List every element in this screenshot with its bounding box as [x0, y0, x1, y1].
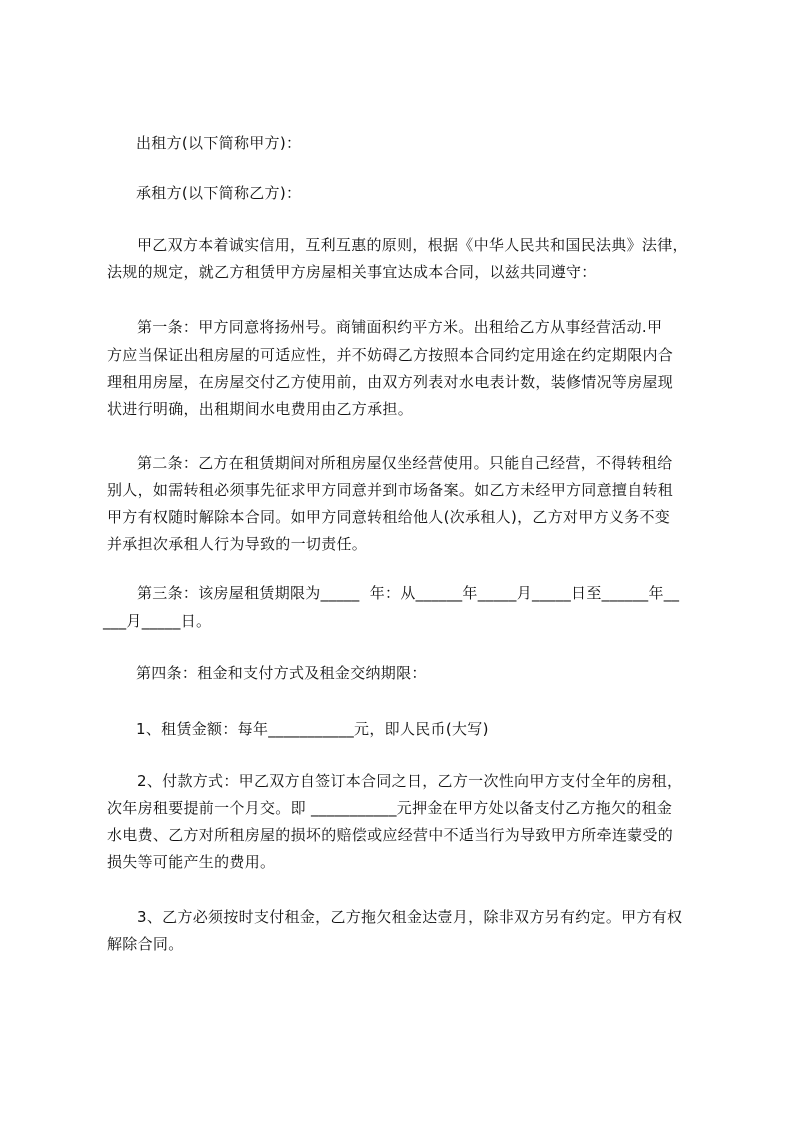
text-line: 甲方有权随时解除本合同。如甲方同意转租给他人(次承租人)，乙方对甲方义务不变 [107, 508, 671, 526]
text-line: ___月_____日。 [103, 612, 212, 630]
text-line: 甲乙双方本着诚实信用，互利互惠的原则，根据《中华人民共和国民法典》法律， [137, 236, 688, 254]
text-line: 水电费、乙方对所租房屋的损坏的赔偿或应经营中不适当行为导致甲方所牵连蒙受的 [107, 826, 674, 844]
text-line: 第二条：乙方在租赁期间对所租房屋仅坐经营使用。只能自己经营，不得转租给 [137, 454, 673, 472]
text-line: 理租用房屋，在房屋交付乙方使用前，由双方列表对水电表计数，装修情况等房屋现 [107, 373, 674, 391]
text-line: 第一条：甲方同意将扬州号。商铺面积约平方米。出租给乙方从事经营活动.甲 [137, 318, 663, 336]
text-line: 3、乙方必须按时支付租金，乙方拖欠租金达壹月，除非双方另有约定。甲方有权 [137, 908, 683, 926]
text-line: 2、付款方式：甲乙双方自签订本合同之日，乙方一次性向甲方支付全年的房租， [137, 772, 683, 790]
text-line: 法规的规定，就乙方租赁甲方房屋相关事宜达成本合同，以兹共同遵守： [107, 263, 597, 281]
lessee-line: 承租方(以下简称乙方)： [136, 184, 302, 202]
article-4-item-1: 1、租赁金额：每年___________元，即人民币(大写) [136, 720, 489, 738]
text-line: 损失等可能产生的费用。 [107, 853, 276, 871]
text-line: 并承担次承租人行为导致的一切责任。 [107, 535, 368, 553]
text-line: 别人，如需转租必须事先征求甲方同意并到市场备案。如乙方未经甲方同意擅自转租 [107, 481, 674, 499]
lessor-line: 出租方(以下简称甲方)： [136, 134, 302, 152]
text-line: 第三条：该房屋租赁期限为_____ 年：从______年_____月_____日至______年__ [137, 584, 680, 602]
text-line: 次年房租要提前一个月交。即 ___________元押金在甲方处以备支付乙方拖欠的租金 [107, 799, 673, 817]
text-line: 解除合同。 [107, 935, 184, 953]
text-line: 方应当保证出租房屋的可适应性，并不妨碍乙方按照本合同约定用途在约定期限内合 [107, 346, 674, 364]
text-line: 状进行明确，出租期间水电费用由乙方承担。 [107, 400, 414, 418]
article-4-heading: 第四条：租金和支付方式及租金交纳期限： [136, 664, 427, 682]
